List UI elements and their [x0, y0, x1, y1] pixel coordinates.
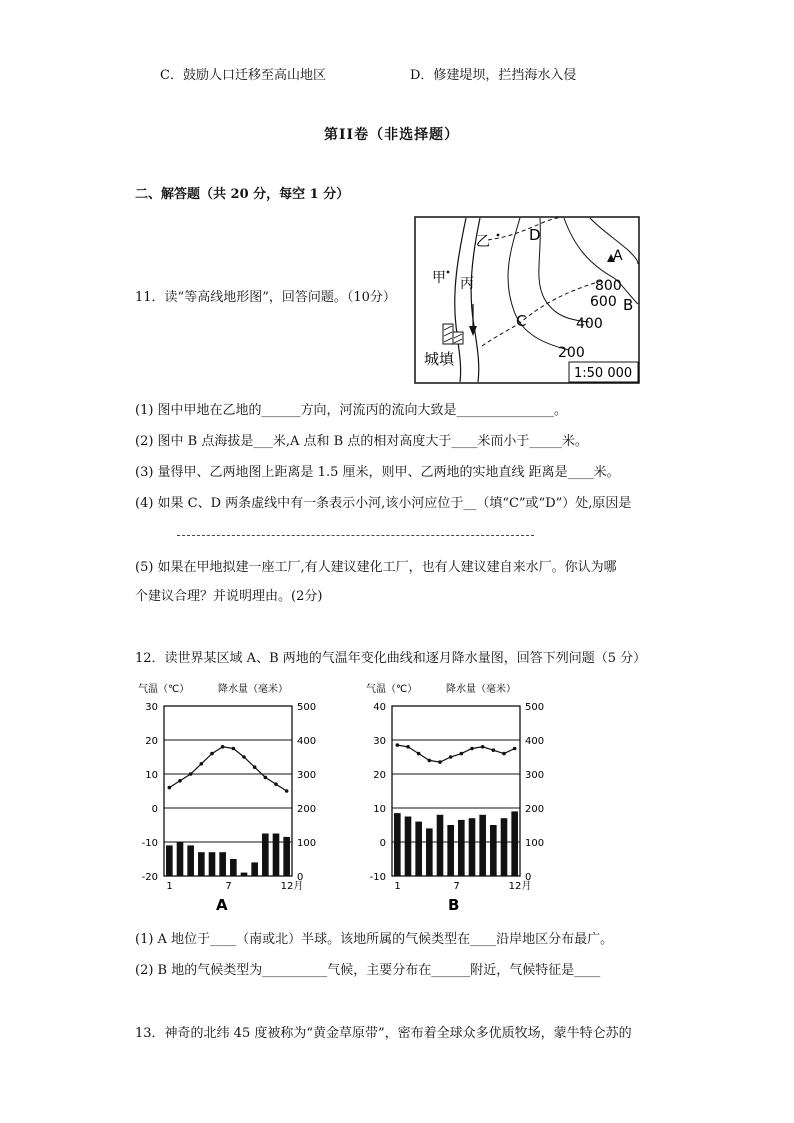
q11-sub1: (1) 图中甲地在乙地的______方向，河流丙的流向大致是_______________。: [135, 403, 568, 418]
chartb-ytick-left: 40: [373, 702, 386, 713]
charta-precip-bar-8: [241, 873, 248, 876]
charta-ytick-left: 20: [145, 736, 158, 747]
chartb-ytick-right: 300: [525, 770, 545, 781]
charta-precip-bar-4: [198, 852, 205, 876]
charta-precip-bar-9: [251, 862, 258, 876]
charta-temp-point-4: [200, 762, 204, 766]
q13-stem: 13．神奇的北纬 45 度被称为“黄金草原带”，密布着全球众多优质牧场，蒙牛特仑苏的: [135, 1026, 632, 1041]
charta-ytick-right: 200: [297, 804, 317, 815]
charta-xtick-1: 1: [166, 881, 173, 892]
charta-precip-bar-12: [283, 837, 290, 876]
chartb-precip-bar-12: [511, 811, 518, 876]
chartb-ytick-right: 100: [525, 838, 545, 849]
charta-temp-point-12: [285, 789, 289, 793]
part-header: 二、解答题（共 20 分，每空 1 分）: [135, 187, 350, 202]
chartb-ytick-left: 10: [373, 804, 386, 815]
charta-ytick-right: 0: [297, 872, 304, 883]
q11-sub2: (2) 图中 B 点海拔是___米,A 点和 B 点的相对高度大于____米而小于_____米。: [135, 434, 588, 449]
contour-label-200: 200: [558, 345, 585, 361]
chartb-ytick-right: 500: [525, 702, 545, 713]
q12-stem: 12．读世界某区域 A、B 两地的气温年变化曲线和逐月降水量图，回答下列问题（5 分）: [135, 651, 647, 666]
charta-precip-bar-3: [187, 845, 194, 876]
contour-map: [414, 216, 640, 384]
chartb-temp-point-1: [396, 743, 400, 747]
charta-title: A: [216, 896, 228, 912]
charta-precip-bar-6: [219, 852, 226, 876]
map-label-d: D: [529, 226, 541, 244]
map-label-town: 城填: [424, 350, 455, 368]
q11-sub4: (4) 如果 C、D 两条虚线中有一条表示小河,该小河应位于__（填“C”或“D”）处,原因是: [135, 496, 632, 511]
point-jia: [447, 271, 450, 274]
chartb-title: B: [448, 896, 460, 912]
chartb-precip-bar-4: [426, 828, 433, 876]
chartb-xtick-1: 1: [394, 881, 401, 892]
chartb-xtick-7: 7: [453, 881, 460, 892]
map-label-bing: 丙: [460, 276, 474, 292]
q11-stem: 11．读“等高线地形图”，回答问题。（10分）: [135, 290, 396, 305]
charta-temp-point-2: [178, 779, 182, 783]
charta-precip-bar-5: [209, 852, 216, 876]
charta-ytick-right: 300: [297, 770, 317, 781]
charta-temp-point-9: [253, 765, 257, 769]
charta-temp-point-3: [189, 772, 193, 776]
charta-ytick-left: 0: [151, 804, 158, 815]
charta-ytick-right: 400: [297, 736, 317, 747]
chartb-temp-point-10: [492, 748, 496, 752]
charta-precip-bar-2: [177, 842, 184, 876]
chartb-precip-bar-2: [405, 817, 412, 877]
chartb-temp-point-9: [481, 745, 485, 749]
q12-sub1: (1) A 地位于____（南或北）半球。该地所属的气候类型在____沿岸地区分布最广。: [135, 932, 614, 947]
option-c: C．鼓励人口迁移至高山地区: [160, 68, 326, 83]
answer-dash-line: [177, 535, 534, 536]
chartb-temp-point-5: [438, 760, 442, 764]
charta-precip-bar-7: [230, 859, 237, 876]
chartb-temp-point-11: [502, 752, 506, 756]
chartb-ytick-left: 20: [373, 770, 386, 781]
chartb-ytick-left: 30: [373, 736, 386, 747]
charta-ylabel-left: 气温（℃）: [138, 684, 190, 695]
contour-label-600: 600: [590, 294, 617, 310]
chartb-temp-point-4: [428, 759, 432, 763]
charta-ytick-left: -10: [141, 838, 158, 849]
map-label-jia: 甲: [432, 270, 446, 286]
charta-precip-bar-1: [166, 845, 173, 876]
charta-temp-point-10: [264, 776, 268, 780]
chartb-xtick-12: 12月: [508, 881, 532, 892]
charta-temp-point-8: [242, 755, 246, 759]
climate-chart-b: [358, 680, 558, 912]
charta-precip-bar-11: [273, 834, 280, 877]
q11-sub5-line1: (5) 如果在甲地拟建一座工厂,有人建议建化工厂，也有人建议建自来水厂。你认为哪: [135, 560, 617, 575]
map-label-a: A: [613, 248, 623, 264]
chartb-ytick-right: 200: [525, 804, 545, 815]
chartb-precip-bar-10: [490, 825, 497, 876]
map-label-c: C: [516, 312, 527, 330]
chartb-temp-point-6: [449, 755, 453, 759]
charta-ytick-left: 30: [145, 702, 158, 713]
chartb-ytick-left: 0: [379, 838, 386, 849]
chartb-temp-point-3: [417, 752, 421, 756]
chartb-ylabel-right: 降水量（毫米）: [446, 684, 516, 695]
q11-sub3: (3) 量得甲、乙两地图上距离是 1.5 厘米，则甲、乙两地的实地直线 距离是____米。: [135, 465, 620, 480]
section-title: 第II卷（非选择题）: [324, 127, 460, 143]
charta-temp-line: [169, 747, 286, 791]
chartb-precip-bar-1: [394, 813, 401, 876]
chartb-temp-point-8: [470, 747, 474, 751]
charta-ytick-right: 100: [297, 838, 317, 849]
charta-ytick-right: 500: [297, 702, 317, 713]
chartb-ytick-right: 400: [525, 736, 545, 747]
contour-label-800: 800: [595, 278, 622, 294]
chartb-ylabel-left: 气温（℃）: [366, 684, 418, 695]
chartb-precip-bar-5: [437, 815, 444, 876]
charta-xtick-12: 12月: [280, 881, 304, 892]
charta-precip-bar-10: [262, 834, 269, 877]
chartb-ytick-right: 0: [525, 872, 532, 883]
chartb-precip-bar-8: [469, 818, 476, 876]
point-yi: [497, 234, 500, 237]
option-d: D．修建堤坝，拦挡海水入侵: [410, 68, 577, 83]
map-label-b: B: [623, 296, 634, 314]
chartb-ytick-left: -10: [369, 872, 386, 883]
chartb-precip-bar-7: [458, 820, 465, 876]
charta-ylabel-right: 降水量（毫米）: [218, 684, 288, 695]
chartb-precip-bar-6: [447, 825, 454, 876]
climate-chart-a: [130, 680, 330, 912]
chartb-precip-bar-9: [479, 815, 486, 876]
contour-label-400: 400: [576, 316, 603, 332]
charta-ytick-left: -20: [141, 872, 158, 883]
chartb-precip-bar-3: [415, 822, 422, 876]
q12-sub2: (2) B 地的气候类型为__________气候，主要分布在______附近，气候特征是____: [135, 963, 601, 978]
charta-temp-point-6: [221, 745, 225, 749]
charta-temp-point-5: [210, 752, 214, 756]
chartb-temp-point-2: [406, 745, 410, 749]
charta-ytick-left: 10: [145, 770, 158, 781]
chartb-temp-point-12: [513, 747, 517, 751]
map-label-yi: 乙: [476, 234, 490, 250]
map-scale: 1:50 000: [574, 366, 633, 381]
chartb-precip-bar-11: [501, 818, 508, 876]
charta-xtick-7: 7: [225, 881, 232, 892]
chartb-temp-line: [397, 745, 514, 762]
charta-temp-point-7: [232, 747, 236, 751]
q11-sub5-line2: 个建议合理？并说明理由。(2分): [135, 589, 323, 604]
charta-temp-point-1: [168, 786, 172, 790]
chartb-temp-point-7: [460, 752, 464, 756]
charta-temp-point-11: [274, 782, 278, 786]
